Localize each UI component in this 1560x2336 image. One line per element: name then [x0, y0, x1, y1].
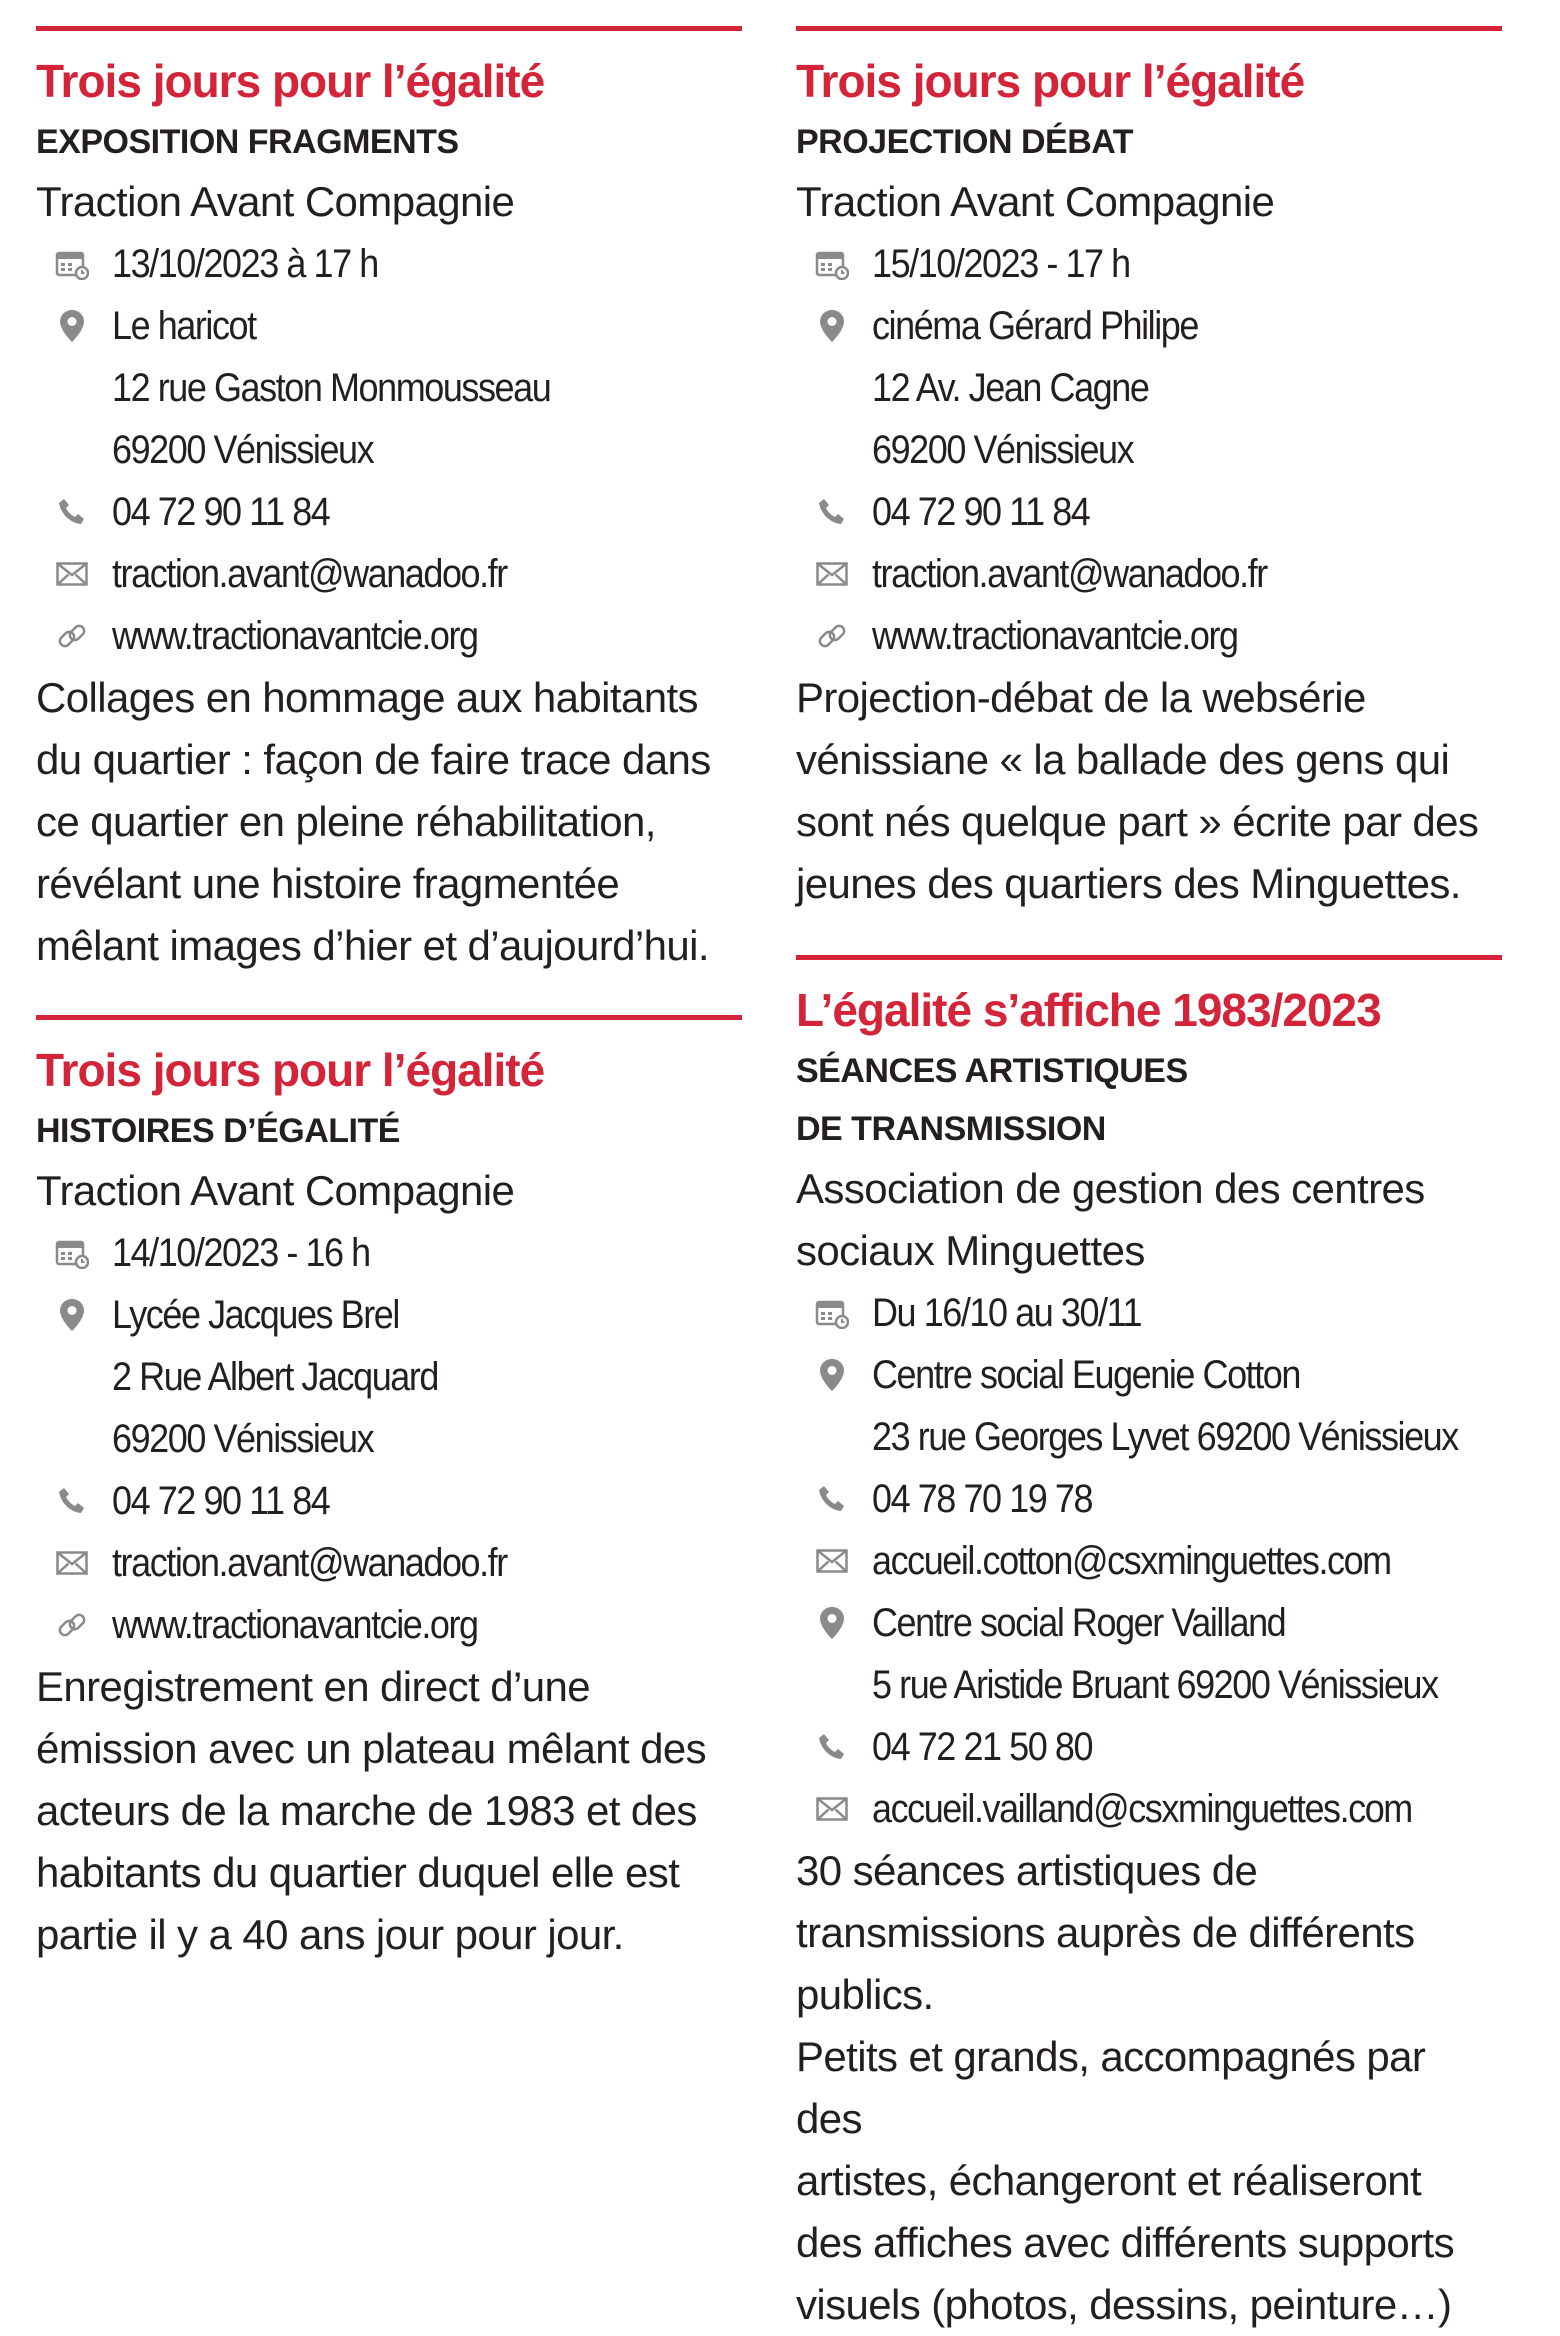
date-row — [36, 1222, 742, 1284]
phone-icon — [54, 1483, 90, 1519]
place-row — [796, 1592, 1502, 1654]
envelope-icon — [814, 1543, 850, 1579]
event-histoires-egalite — [36, 1015, 742, 1966]
event-organizer: sociaux Minguettes — [796, 1227, 1145, 1274]
place-name: Le haricot — [112, 304, 256, 348]
envelope-icon — [54, 556, 90, 592]
address-line: 2 Rue Albert Jacquard — [112, 1355, 438, 1399]
phone-row — [796, 481, 1502, 543]
place-row — [796, 1344, 1502, 1406]
phone-row — [796, 1468, 1502, 1530]
event-subtitle: HISTOIRES D’ÉGALITÉ — [36, 1112, 400, 1150]
location-pin-icon — [814, 308, 850, 344]
website-row — [36, 1594, 742, 1656]
calendar-icon — [814, 1295, 850, 1331]
event-organizer: Association de gestion des centres — [796, 1165, 1425, 1212]
event-title: L’égalité s’affiche 1983/2023 — [796, 984, 1381, 1036]
event-description: Collages en hommage aux habitants du quartier : façon de faire trace dans ce quartier en pleine réhabilitation, révélant une histoire fragmentée mêlant images d’hier et d’aujourd’hui. — [36, 674, 711, 969]
event-subtitle: EXPOSITION FRAGMENTS — [36, 123, 459, 161]
website-link[interactable]: www.tractionavantcie.org — [112, 614, 478, 658]
event-organizer: Traction Avant Compagnie — [36, 1167, 515, 1214]
email-row — [36, 1532, 742, 1594]
email-row — [36, 543, 742, 605]
phone-number[interactable]: 04 72 90 11 84 — [872, 490, 1090, 534]
address-line: 5 rue Aristide Bruant 69200 Vénissieux — [872, 1663, 1438, 1707]
phone-row — [36, 1470, 742, 1532]
email-link[interactable]: traction.avant@wanadoo.fr — [112, 1541, 507, 1585]
envelope-icon — [54, 1545, 90, 1581]
envelope-icon — [814, 1791, 850, 1827]
email-row — [796, 1778, 1502, 1840]
place-name: cinéma Gérard Philipe — [872, 304, 1198, 348]
phone-row — [796, 1716, 1502, 1778]
event-date: 14/10/2023 - 16 h — [112, 1231, 370, 1275]
place-row — [36, 1284, 742, 1346]
event-title: Trois jours pour l’égalité — [796, 55, 1305, 107]
event-date: 13/10/2023 à 17 h — [112, 242, 378, 286]
date-row — [796, 1282, 1502, 1344]
website-row — [36, 605, 742, 667]
event-title: Trois jours pour l’égalité — [36, 1044, 545, 1096]
email-link[interactable]: accueil.cotton@csxminguettes.com — [872, 1539, 1391, 1583]
place-name: Centre social Roger Vailland — [872, 1601, 1286, 1645]
calendar-icon — [54, 246, 90, 282]
place-row — [796, 295, 1502, 357]
link-icon — [814, 618, 850, 654]
address-line: 12 Av. Jean Cagne — [872, 366, 1149, 410]
email-link[interactable]: traction.avant@wanadoo.fr — [872, 552, 1267, 596]
event-organizer: Traction Avant Compagnie — [36, 178, 515, 225]
event-exposition-fragments — [36, 26, 742, 977]
link-icon — [54, 618, 90, 654]
phone-number[interactable]: 04 72 90 11 84 — [112, 1479, 330, 1523]
envelope-icon — [814, 556, 850, 592]
date-row — [796, 233, 1502, 295]
link-icon — [54, 1607, 90, 1643]
event-subtitle: DE TRANSMISSION — [796, 1110, 1106, 1148]
place-name: Lycée Jacques Brel — [112, 1293, 399, 1337]
location-pin-icon — [54, 1297, 90, 1333]
address-line: 69200 Vénissieux — [112, 1417, 374, 1461]
event-description: Projection-débat de la websérie vénissiane « la ballade des gens qui sont nés quelque part » écrite par des jeunes des quartiers des Minguettes. — [796, 674, 1479, 907]
event-date: 15/10/2023 - 17 h — [872, 242, 1130, 286]
event-date: Du 16/10 au 30/11 — [872, 1291, 1142, 1335]
event-subtitle: SÉANCES ARTISTIQUES — [796, 1052, 1188, 1090]
location-pin-icon — [814, 1357, 850, 1393]
phone-row — [36, 481, 742, 543]
date-row — [36, 233, 742, 295]
calendar-icon — [54, 1235, 90, 1271]
right-column — [796, 0, 1502, 2336]
event-title: Trois jours pour l’égalité — [36, 55, 545, 107]
event-description: 30 séances artistiques de transmissions auprès de différents publics. Petits et grands, accompagnés par des artistes, échangeront et réaliseront des affiches avec différents supports visuels (photos, dessins, peinture…) — [796, 1847, 1454, 2328]
event-projection-debat — [796, 26, 1502, 915]
website-link[interactable]: www.tractionavantcie.org — [112, 1603, 478, 1647]
phone-icon — [814, 1481, 850, 1517]
website-row — [796, 605, 1502, 667]
phone-number[interactable]: 04 72 90 11 84 — [112, 490, 330, 534]
website-link[interactable]: www.tractionavantcie.org — [872, 614, 1238, 658]
event-subtitle: PROJECTION DÉBAT — [796, 123, 1134, 161]
email-link[interactable]: traction.avant@wanadoo.fr — [112, 552, 507, 596]
place-row — [36, 295, 742, 357]
place-name: Centre social Eugenie Cotton — [872, 1353, 1300, 1397]
email-row — [796, 1530, 1502, 1592]
email-link[interactable]: accueil.vailland@csxminguettes.com — [872, 1787, 1412, 1831]
address-line: 69200 Vénissieux — [872, 428, 1134, 472]
phone-number[interactable]: 04 78 70 19 78 — [872, 1477, 1093, 1521]
email-row — [796, 543, 1502, 605]
phone-number[interactable]: 04 72 21 50 80 — [872, 1725, 1093, 1769]
address-line: 12 rue Gaston Monmousseau — [112, 366, 551, 410]
address-line: 23 rue Georges Lyvet 69200 Vénissieux — [872, 1415, 1458, 1459]
phone-icon — [54, 494, 90, 530]
event-organizer: Traction Avant Compagnie — [796, 178, 1275, 225]
event-description: Enregistrement en direct d’une émission avec un plateau mêlant des acteurs de la marche de 1983 et des habitants du quartier duquel elle est partie il y a 40 ans jour pour jour. — [36, 1663, 707, 1958]
phone-icon — [814, 1729, 850, 1765]
event-egalite-s-affiche — [796, 955, 1502, 2336]
location-pin-icon — [54, 308, 90, 344]
address-line: 69200 Vénissieux — [112, 428, 374, 472]
phone-icon — [814, 494, 850, 530]
calendar-icon — [814, 246, 850, 282]
location-pin-icon — [814, 1605, 850, 1641]
left-column — [36, 0, 742, 1966]
